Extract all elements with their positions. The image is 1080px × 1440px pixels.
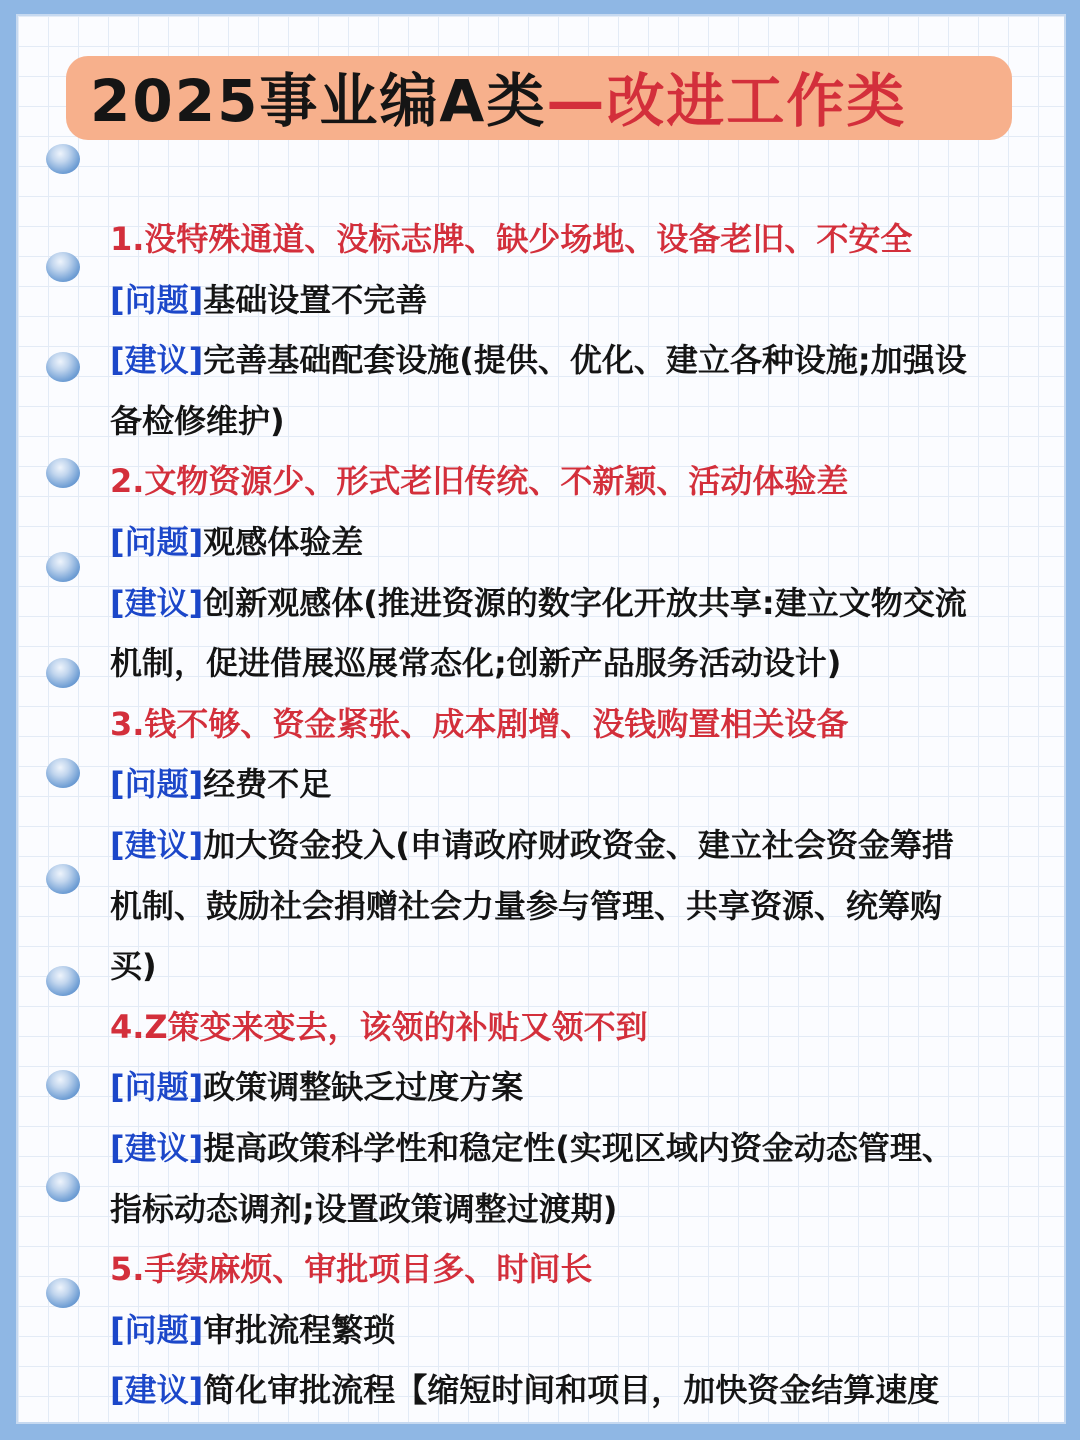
issue-heading: [110, 997, 1050, 1058]
title-main: 2025事业编A类: [90, 67, 547, 135]
problem-line: [110, 512, 1050, 573]
advice-line: [110, 330, 1050, 391]
advice-tag: [建议]: [110, 341, 204, 380]
line-text: 提高政策科学性和稳定性(实现区域内资金动态管理、: [203, 1128, 954, 1167]
continuation-line: [110, 633, 1050, 694]
line-text: 4.Z策变来变去，该领的补贴又领不到: [110, 1007, 648, 1046]
line-text: 3.钱不够、资金紧张、成本剧增、没钱购置相关设备: [110, 704, 849, 743]
problem-line: [110, 270, 1050, 331]
problem-tag: [问题]: [110, 1068, 204, 1107]
continuation-line: [110, 1179, 1050, 1240]
line-text: 1.没特殊通道、没标志牌、缺少场地、设备老旧、不安全: [110, 220, 913, 258]
line-text: 2.文物资源少、形式老旧传统、不新颖、活动体验差: [110, 462, 849, 501]
problem-line: [110, 1300, 1050, 1361]
line-text: 完善基础配套设施(提供、优化、建立各种设施;加强设: [203, 341, 967, 380]
binder-hole: [46, 966, 80, 996]
line-text: 买): [110, 947, 157, 986]
binder-hole: [46, 1172, 80, 1202]
advice-line: [110, 1118, 1050, 1179]
problem-line: [110, 1057, 1050, 1118]
advice-line: [110, 573, 1050, 634]
advice-tag: [建议]: [110, 825, 204, 864]
advice-tag: [建议]: [110, 1128, 204, 1167]
line-text: 机制、鼓励社会捐赠社会力量参与管理、共享资源、统筹购: [110, 886, 943, 925]
line-text: 审批流程繁琐: [203, 1310, 396, 1349]
advice-line: [110, 815, 1050, 876]
continuation-line: [110, 936, 1050, 997]
advice-line: [110, 1360, 1050, 1421]
line-text: 基础设置不完善: [203, 280, 428, 319]
line-text: 指标动态调剂;设置政策调整过渡期): [110, 1189, 618, 1228]
line-text: 创新观感体(推进资源的数字化开放共享:建立文物交流: [203, 583, 967, 622]
binder-hole: [46, 552, 80, 582]
binder-hole: [46, 1278, 80, 1308]
problem-tag: [问题]: [110, 765, 204, 804]
problem-tag: [问题]: [110, 1310, 204, 1349]
line-text: 简化审批流程【缩短时间和项目，加快资金结算速度: [203, 1371, 940, 1410]
line-text: 经费不足: [203, 765, 332, 804]
line-text: 观感体验差: [203, 522, 364, 561]
binder-hole: [46, 864, 80, 894]
line-text: 加大资金投入(申请政府财政资金、建立社会资金筹措: [203, 825, 954, 864]
binder-hole: [46, 458, 80, 488]
line-text: 机制，促进借展巡展常态化;创新产品服务活动设计): [110, 644, 842, 683]
line-text: 政策调整缺乏过度方案: [203, 1068, 524, 1107]
binder-hole: [46, 144, 80, 174]
binder-hole: [46, 352, 80, 382]
issue-heading: [110, 694, 1050, 755]
problem-tag: [问题]: [110, 280, 204, 319]
issue-heading: [110, 1239, 1050, 1300]
notebook-page: [18, 16, 1064, 1422]
binder-hole: [46, 758, 80, 788]
advice-tag: [建议]: [110, 1371, 204, 1410]
line-text: 5.手续麻烦、审批项目多、时间长: [110, 1250, 593, 1289]
problem-line: [110, 754, 1050, 815]
issue-heading: [110, 451, 1050, 512]
problem-tag: [问题]: [110, 522, 204, 561]
continuation-line: [110, 876, 1050, 937]
line-text: 备检修维护): [110, 401, 285, 440]
advice-tag: [建议]: [110, 583, 204, 622]
continuation-line: [110, 391, 1050, 452]
binder-hole: [46, 1070, 80, 1100]
content-list: [110, 209, 1050, 1421]
title-accent: —改进工作类: [546, 67, 907, 135]
page-title: [90, 64, 906, 138]
binder-hole: [46, 252, 80, 282]
issue-heading: [110, 209, 1050, 270]
binder-hole: [46, 658, 80, 688]
